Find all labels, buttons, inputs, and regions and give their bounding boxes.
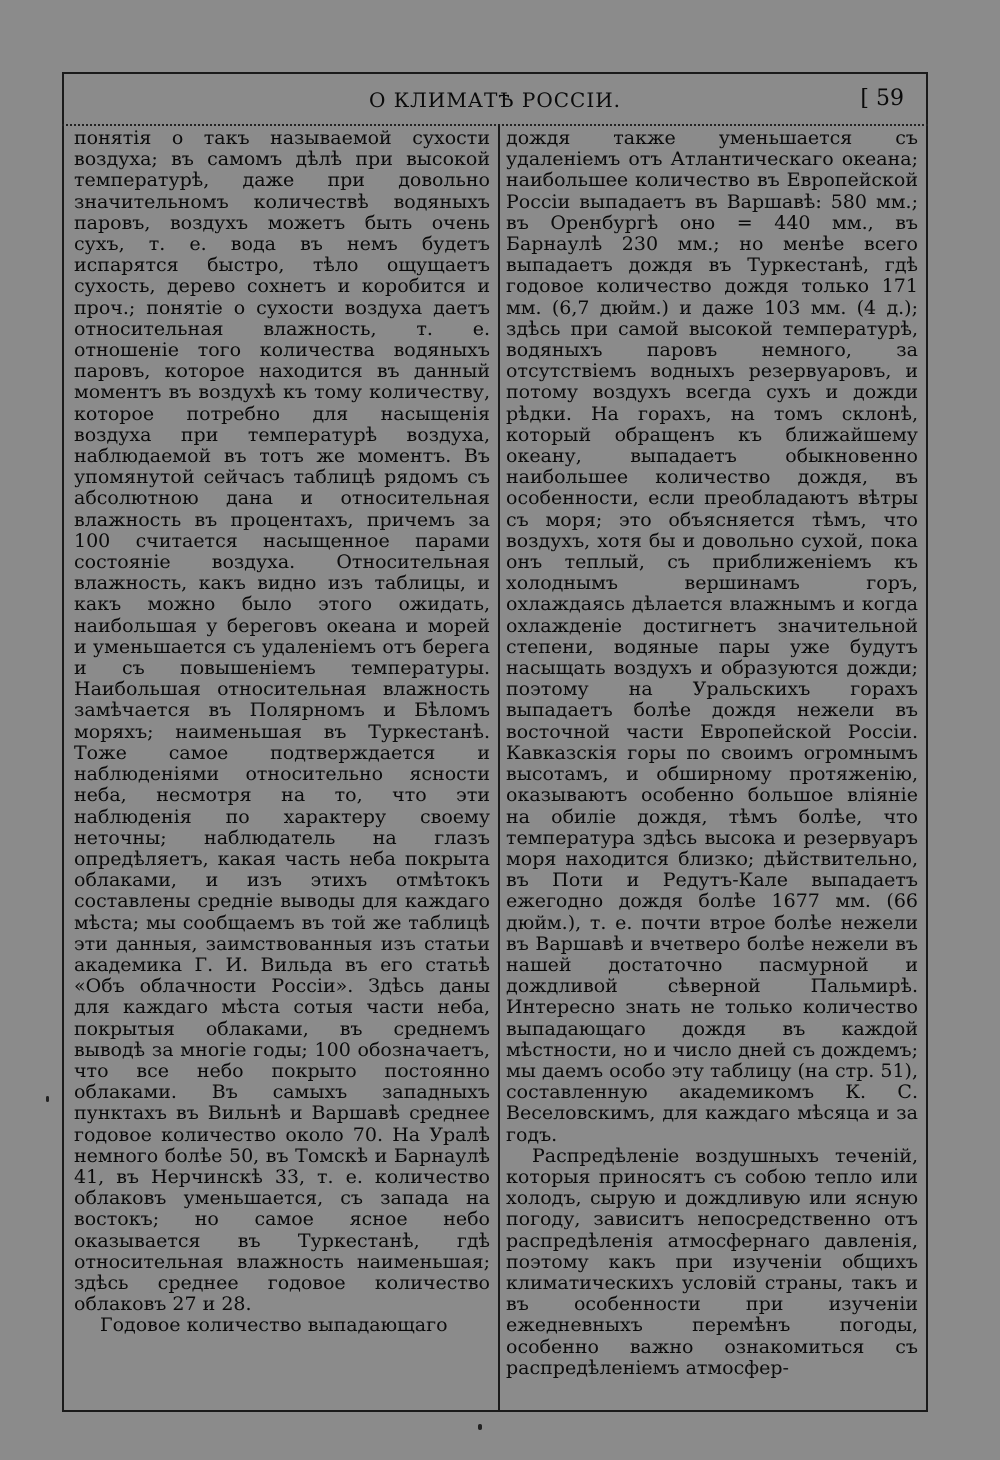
right-column [506, 128, 918, 1388]
left-column [74, 128, 490, 1388]
left-paragraph-1: понятія о такъ называемой сухости воздуха; въ самомъ дѣлѣ при высокой температурѣ, даже при довольно значительномъ количествѣ водяныхъ паровъ, воздухъ можетъ быть очень сухъ, т. е. вода въ немъ будетъ испарятся быстро, тѣло ощущаетъ сухость, дерево сохнетъ и коробится и проч.; понятіе о сухости воздуха даетъ относительная влажность, т. е. отношеніе того количества водяныхъ паровъ, которое находится въ данный моментъ въ воздухѣ къ тому количеству, которое потребно для насыщенія воздуха при температурѣ воздуха, наблюдаемой въ тотъ же моментъ. Въ упомянутой сейчасъ таблицѣ рядомъ съ абсолютною дана и относительная влажность въ процентахъ, причемъ за 100 считается насыщенное парами состояніе воздуха. Относительная влажность, какъ видно изъ таблицы, и какъ можно было этого ожидать, наибольшая у береговъ океана и морей и уменьшается съ удаленіемъ отъ берега и съ повышеніемъ температуры. Наибольшая относительная влажность замѣчается въ Полярномъ и Бѣломъ моряхъ; наименьшая въ Туркестанѣ. Тоже самое подтверждается и наблюденіями относительно ясности неба, несмотря на то, что эти наблюденія по характеру своему неточны; наблюдатель на глазъ опредѣляетъ, какая часть неба покрыта облаками, и изъ этихъ отмѣтокъ составлены средніе выводы для каждаго мѣста; мы сообщаемъ въ той же таблицѣ эти данныя, заимствованныя изъ статьи академика Г. И. Вильда въ его статьѣ «Объ облачности Россіи». Здѣсь даны для каждаго мѣста сотыя части неба, покрытыя облаками, въ среднемъ выводѣ за многіе годы; 100 обозначаетъ, что все небо покрыто постоянно облаками. Въ самыхъ западныхъ пунктахъ въ Вильнѣ и Варшавѣ среднее годовое количество около 70. На Уралѣ немного болѣе 50, въ Томскѣ и Барнаулѣ 41, въ Нерчинскѣ 33, т. е. количество облаковъ уменьшается, съ запада на востокъ; но самое ясное небо оказывается въ Туркестанѣ, гдѣ относительная влажность наименьшая; здѣсь среднее годовое количество облаковъ 27 и 28. [74, 128, 490, 1316]
right-paragraph-2: Распредѣленіе воздушныхъ теченій, которыя приносятъ съ собою тепло или холодъ, сырую и дождливую или ясную погоду, зависитъ непосредственно отъ распредѣленія атмосфернаго давленія, поэтому какъ при изученіи общихъ климатическихъ условій страны, такъ и въ особенности при изученіи ежедневныхъ перемѣнъ погоды, особенно важно ознакомиться съ распредѣленіемъ атмосфер- [506, 1144, 918, 1379]
page-number: [ 59 [860, 86, 904, 111]
running-head [62, 86, 928, 120]
header-rule [62, 124, 928, 126]
column-divider [498, 124, 500, 1412]
footer-mark [478, 1424, 482, 1430]
page-title: О КЛИМАТѢ РОССІИ. [368, 88, 622, 112]
left-paragraph-2: Годовое количество выпадающаго [100, 1314, 448, 1337]
right-paragraph-1: дождя также уменьшается съ удаленіемъ отъ Атлантическаго океана; наибольшее количество въ Европейской Россіи выпадаетъ въ Варшавѣ: 580 мм.; въ Оренбургѣ оно = 440 мм., въ Барнаулѣ 230 мм.; но менѣе всего выпадаетъ дождя въ Туркестанѣ, гдѣ годовое количество дождя только 171 мм. (6,7 дюйм.) и даже 103 мм. (4 д.); здѣсь при самой высокой температурѣ, водяныхъ паровъ немного, за отсутствіемъ водныхъ резервуаровъ, и потому воздухъ всегда сухъ и дожди рѣдки. На горахъ, на томъ склонѣ, который обращенъ къ ближайшему океану, выпадаетъ обыкновенно наибольшее количество дождя, въ особенности, если преобладаютъ вѣтры съ моря; это объясняется тѣмъ, что воздухъ, хотя бы и довольно сухой, пока онъ теплый, съ приближеніемъ къ холоднымъ вершинамъ горъ, охлаждаясь дѣлается влажнымъ и когда охлажденіе достигнетъ значительной степени, водяные пары уже будутъ насыщать воздухъ и образуются дожди; поэтому на Уральскихъ горахъ выпадаетъ болѣе дождя нежели въ восточной части Европейской Россіи. Кавказскія горы по своимъ огромнымъ высотамъ, и обширному протяженію, оказываютъ особенно большое вліяніе на обиліе дождя, тѣмъ болѣе, что температура здѣсь высока и резервуаръ моря находится близко; дѣйствительно, въ Поти и Редутъ-Кале выпадаетъ ежегодно дождя болѣе 1677 мм. (66 дюйм.), т. е. почти втрое болѣе нежели въ Варшавѣ и вчетверо болѣе нежели въ нашей достаточно пасмурной и дождливой сѣверной Пальмирѣ. Интересно знать не только количество выпадающаго дождя въ каждой мѣстности, но и число дней съ дождемъ; мы даемъ особо эту таблицу (на стр. 51), составленную академикомъ К. С. Веселовскимъ, для каждаго мѣсяца и за годъ. [506, 128, 918, 1146]
margin-mark [46, 1096, 49, 1102]
